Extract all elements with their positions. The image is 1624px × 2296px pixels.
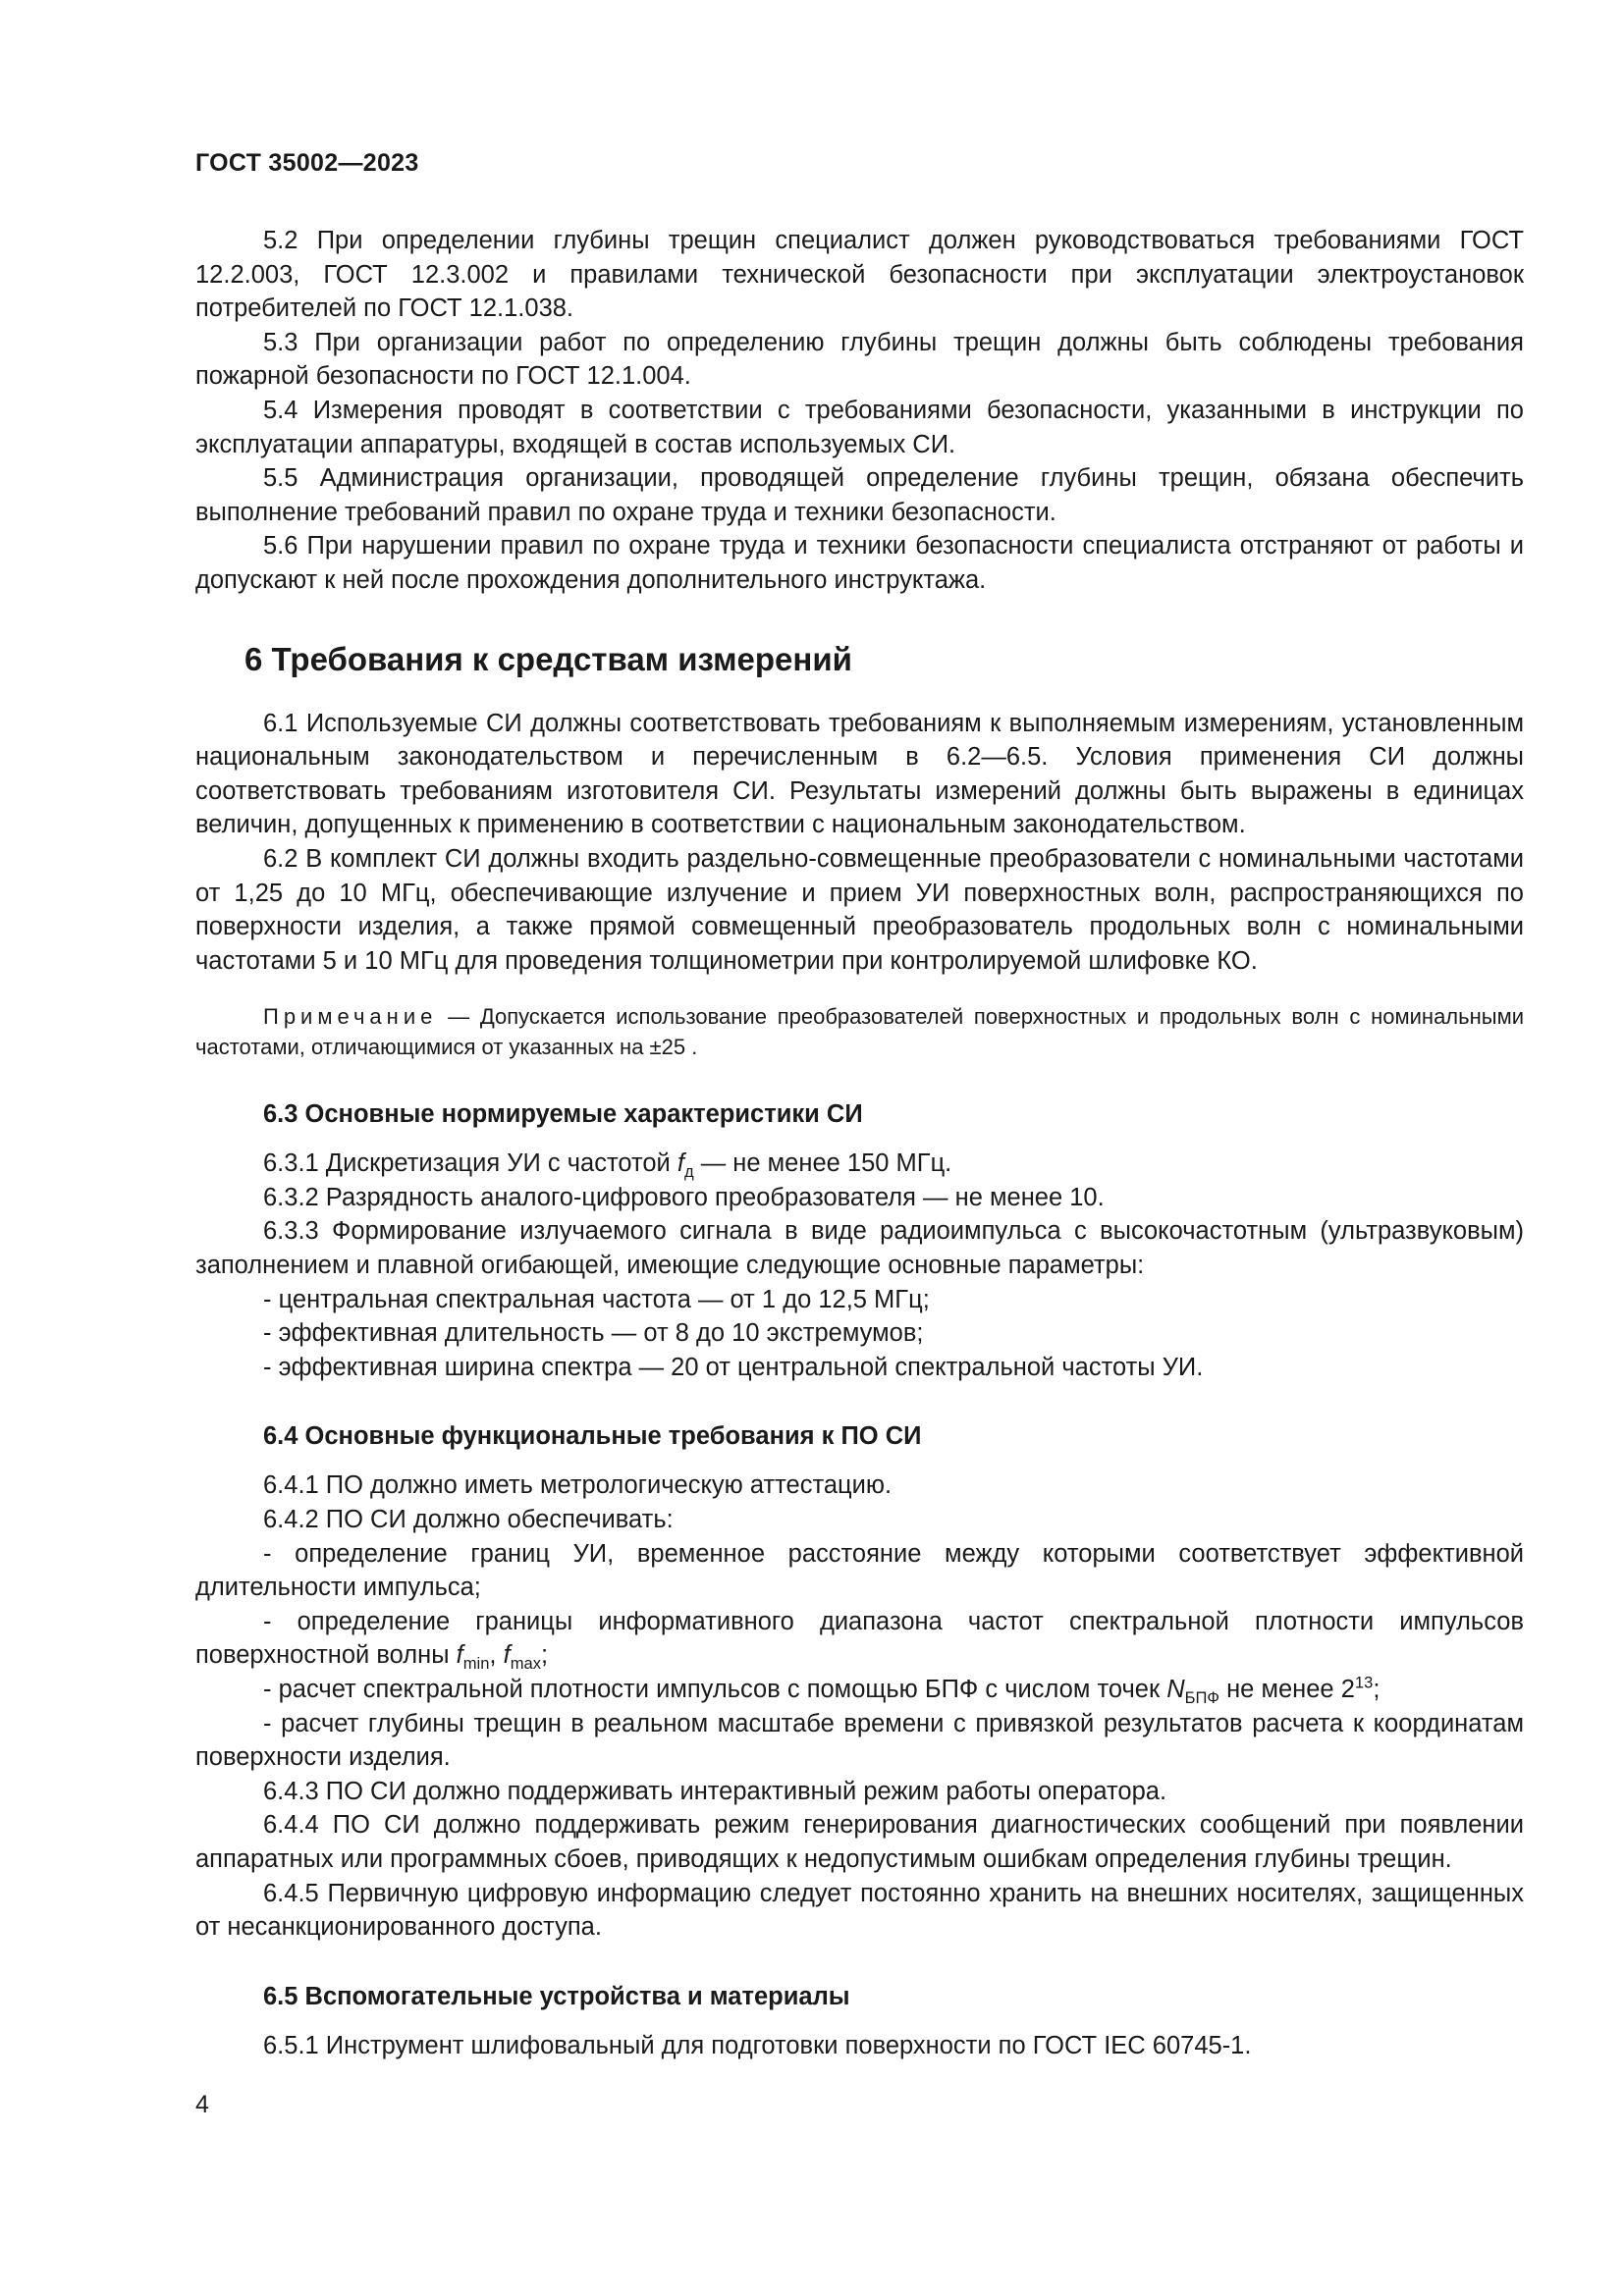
document-header: ГОСТ 35002—2023	[195, 149, 419, 177]
list-item: - определение границ УИ, временное расстояние между которыми соответствует эффективной длительности импульса;	[195, 1539, 1524, 1602]
item2-comma: ,	[489, 1641, 504, 1670]
section-6-4-title: 6.4 Основные функциональные требования к ПО СИ	[263, 1422, 922, 1451]
list-item: - эффективная длительность — от 8 до 10 экстремумов;	[263, 1319, 924, 1348]
item2-max: max	[510, 1654, 541, 1674]
p631-text-a: 6.3.1 Дискретизация УИ с частотой	[263, 1149, 677, 1178]
list-item: - расчет глубины трещин в реальном масштабе времени с привязкой результатов расчета к координатам поверхности изделия.	[195, 1709, 1524, 1772]
note-label: Примечание	[263, 1004, 438, 1030]
paragraph-6-4-4: 6.4.4 ПО СИ должно поддерживать режим генерирования диагностических сообщений при появлении аппаратных или программных сбоев, приводящих к недопустимым ошибкам определения глубины трещин.	[195, 1811, 1524, 1873]
list-item: - эффективная ширина спектра — 20 от центральной спектральной частоты УИ.	[263, 1353, 1204, 1381]
item2-f2: f	[503, 1641, 511, 1670]
paragraph-6-4-2: 6.4.2 ПО СИ должно обеспечивать:	[263, 1506, 674, 1534]
paragraph-5-6: 5.6 При нарушении правил по охране труда и техники безопасности специалиста отстраняют от работы и допускают к ней после прохождения дополнительного инструктажа.	[195, 532, 1524, 594]
paragraph-6-4-5: 6.4.5 Первичную цифровую информацию следует постоянно хранить на внешних носителях, защищенных от несанкционированного доступа.	[195, 1879, 1524, 1942]
paragraph-6-3-2: 6.3.2 Разрядность аналого-цифрового преобразователя — не менее 10.	[263, 1183, 1105, 1211]
item2-f: f	[456, 1641, 463, 1670]
p631-sub: д	[683, 1162, 694, 1182]
page-number: 4	[195, 2091, 209, 2118]
paragraph-6-1: 6.1 Используемые СИ должны соответствовать требованиям к выполняемым измерениям, установленным национальным законодательством и перечисленным в 6.2—6.5. Условия применения СИ должны соответствовать требованиям изготовителя СИ. Результаты измерений должны быть выражены в единицах величин, допущенных к применению в соответствии с национальным законодательством.	[195, 709, 1524, 839]
paragraph-5-3: 5.3 При организации работ по определению глубины трещин должны быть соблюдены требования пожарной безопасности по ГОСТ 12.1.004.	[195, 328, 1524, 391]
note-text: — Допускается использование преобразователей поверхностных и продольных волн с номинальными частотами, отличающимися от указанных на ±25 .	[195, 1004, 1524, 1060]
item3-text-a: - расчет спектральной плотности импульсов с помощью БПФ с числом точек	[263, 1676, 1167, 1703]
item2-min: min	[462, 1654, 490, 1674]
paragraph-6-3-3: 6.3.3 Формирование излучаемого сигнала в виде радиоимпульса с высокочастотным (ультразвуковым) заполнением и плавной огибающей, имеющие следующие основные параметры:	[195, 1217, 1524, 1280]
paragraph-5-5: 5.5 Администрация организации, проводящей определение глубины трещин, обязана обеспечить выполнение требований правил по охране труда и техники безопасности.	[195, 464, 1524, 526]
list-item: - центральная спектральная частота — от 1 до 12,5 МГц;	[263, 1285, 930, 1313]
paragraph-5-2: 5.2 При определении глубины трещин специалист должен руководствоваться требованиями ГОСТ 12.2.003, ГОСТ 12.3.002 и правилами технической безопасности при эксплуатации электроустановок потребителей по ГОСТ 12.1.038.	[195, 227, 1524, 323]
section-6-5-title: 6.5 Вспомогательные устройства и материалы	[263, 1982, 850, 2010]
paragraph-6-2: 6.2 В комплект СИ должны входить раздельно-совмещенные преобразователи с номинальными частотами от 1,25 до 10 МГц, обеспечивающие излучение и прием УИ поверхностных волн, распространяющихся по поверхности изделия, а также прямой совмещенный преобразователь продольных волн с номинальными частотами 5 и 10 МГц для проведения толщинометрии при контролируемой шлифовке КО.	[195, 844, 1524, 975]
p631-text-b: — не менее 150 МГц.	[693, 1149, 952, 1178]
item3-sup: 13	[1354, 1673, 1374, 1692]
item3-sub: БПФ	[1184, 1688, 1220, 1708]
item2-text-a: - определение границы информативного диапазона частот спектральной плотности импульсов поверхностной волны	[195, 1607, 1524, 1670]
item3-N: N	[1166, 1676, 1185, 1703]
paragraph-6-5-1: 6.5.1 Инструмент шлифовальный для подготовки поверхности по ГОСТ IEC 60745-1.	[263, 2031, 1252, 2059]
list-item	[195, 1673, 1524, 1707]
item3-text-b: не менее 2	[1219, 1676, 1355, 1703]
item3-end: ;	[1373, 1676, 1380, 1703]
paragraph-5-4: 5.4 Измерения проводят в соответствии с требованиями безопасности, указанными в инструкции по эксплуатации аппаратуры, входящей в состав используемых СИ.	[195, 396, 1524, 458]
note	[195, 1001, 1524, 1062]
paragraph-6-3-1	[195, 1147, 1524, 1181]
item2-end: ;	[540, 1641, 549, 1670]
paragraph-6-4-1: 6.4.1 ПО должно иметь метрологическую аттестацию.	[263, 1471, 893, 1500]
section-6-title: 6 Требования к средствам измерений	[244, 640, 852, 677]
list-item	[195, 1605, 1524, 1673]
section-6-3-title: 6.3 Основные нормируемые характеристики СИ	[263, 1100, 863, 1129]
p631-var: f	[677, 1149, 684, 1178]
page-content	[195, 224, 1524, 2062]
paragraph-6-4-3: 6.4.3 ПО СИ должно поддерживать интерактивный режим работы оператора.	[263, 1777, 1167, 1805]
